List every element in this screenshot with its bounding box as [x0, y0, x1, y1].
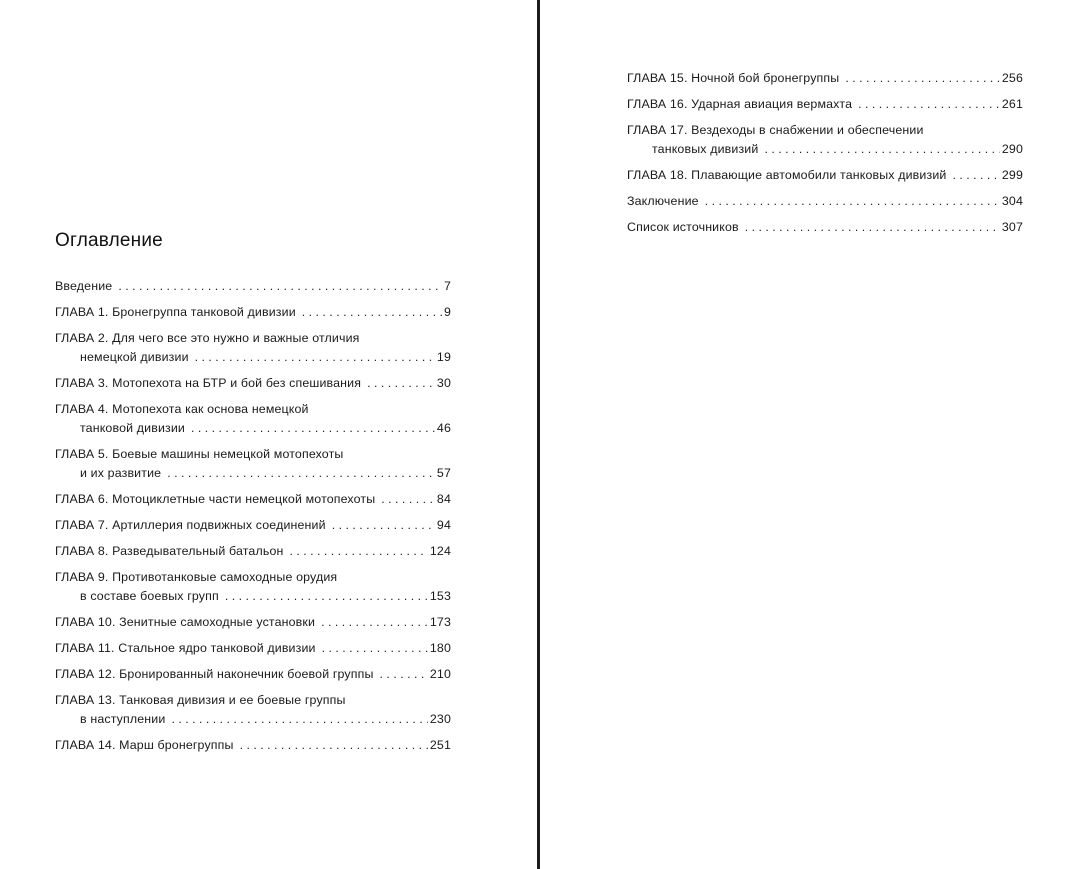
toc-entry-text: ГЛАВА 17. Вездеходы в снабжении и обеспечении	[627, 123, 924, 137]
toc-page-number: 251	[429, 738, 451, 752]
toc-entry-line	[55, 374, 451, 393]
toc-page-number: 7	[443, 279, 451, 293]
toc-entry-text: ГЛАВА 13. Танковая дивизия и ее боевые группы	[55, 693, 346, 707]
dot-leader	[367, 374, 435, 393]
dot-leader	[118, 277, 442, 296]
toc-entry-line	[55, 445, 451, 464]
toc-entry	[627, 121, 1023, 159]
toc-entry-line	[55, 542, 451, 561]
toc-entry-text: и их развитие	[80, 466, 162, 480]
toc-entry-line	[55, 464, 451, 483]
toc-entry-line	[55, 691, 451, 710]
toc-entry-text: ГЛАВА 16. Ударная авиация вермахта	[627, 97, 853, 111]
toc-page-number: 124	[429, 544, 451, 558]
toc-entry-line	[55, 516, 451, 535]
toc-entry-line	[627, 192, 1023, 211]
toc-entry-line	[627, 121, 1023, 140]
dot-leader	[845, 69, 1000, 88]
toc-entry-text: ГЛАВА 3. Мотопехота на БТР и бой без спешивания	[55, 376, 362, 390]
toc-entry-text: ГЛАВА 14. Марш бронегруппы	[55, 738, 234, 752]
dot-leader	[195, 348, 435, 367]
toc-entry-text: ГЛАВА 9. Противотанковые самоходные орудия	[55, 570, 338, 584]
toc-page-number: 290	[1001, 142, 1023, 156]
toc-entry-line	[55, 419, 451, 438]
dot-leader	[745, 218, 1000, 237]
toc-entry	[55, 374, 451, 393]
dot-leader	[225, 587, 428, 606]
dot-leader	[332, 516, 435, 535]
toc-entry-line	[627, 218, 1023, 237]
book-spine-divider	[537, 0, 540, 869]
toc-entry-text: Введение	[55, 279, 113, 293]
toc-entry-text: ГЛАВА 10. Зенитные самоходные установки	[55, 615, 316, 629]
dot-leader	[302, 303, 442, 322]
toc-entry	[627, 192, 1023, 211]
toc-entry-line	[627, 69, 1023, 88]
toc-entry-text: в составе боевых групп	[80, 589, 219, 603]
dot-leader	[952, 166, 999, 185]
toc-page-number: 153	[429, 589, 451, 603]
toc-page-number: 180	[429, 641, 451, 655]
toc-entry-line	[55, 348, 451, 367]
dot-leader	[289, 542, 427, 561]
toc-entry-text: ГЛАВА 2. Для чего все это нужно и важные отличия	[55, 331, 360, 345]
toc-entry	[55, 445, 451, 483]
toc-entry-line	[627, 95, 1023, 114]
toc-entry-text: ГЛАВА 4. Мотопехота как основа немецкой	[55, 402, 309, 416]
toc-entry	[55, 516, 451, 535]
toc-entry-text: ГЛАВА 1. Бронегруппа танковой дивизии	[55, 305, 296, 319]
toc-entry	[55, 691, 451, 729]
dot-leader	[322, 639, 428, 658]
left-page	[0, 0, 537, 869]
toc-entry	[627, 218, 1023, 237]
toc-entry-line	[627, 140, 1023, 159]
toc-entry-text: ГЛАВА 12. Бронированный наконечник боевой группы	[55, 667, 374, 681]
toc-entry	[55, 303, 451, 322]
toc-entry-text: ГЛАВА 18. Плавающие автомобили танковых дивизий	[627, 168, 947, 182]
dot-leader	[240, 736, 428, 755]
toc-entry	[55, 277, 451, 296]
toc-entry-line	[55, 639, 451, 658]
toc-entry	[55, 329, 451, 367]
toc-entry-line	[55, 400, 451, 419]
toc-page-number: 299	[1001, 168, 1023, 182]
toc-title: Оглавление	[55, 230, 163, 251]
toc-entry	[627, 166, 1023, 185]
toc-entry-text: Список источников	[627, 220, 739, 234]
toc-entry	[55, 613, 451, 632]
dot-leader	[171, 710, 427, 729]
toc-entry	[627, 95, 1023, 114]
toc-entry-text: ГЛАВА 15. Ночной бой бронегруппы	[627, 71, 840, 85]
toc-entry-text: в наступлении	[80, 712, 166, 726]
toc-page-number: 19	[436, 350, 451, 364]
toc-entry-text: Заключение	[627, 194, 699, 208]
toc-entry	[55, 639, 451, 658]
dot-leader	[321, 613, 428, 632]
dot-leader	[705, 192, 1000, 211]
dot-leader	[764, 140, 999, 159]
toc-page-number: 210	[429, 667, 451, 681]
toc-page-number: 57	[436, 466, 451, 480]
toc-entry	[55, 400, 451, 438]
toc-entry-text: ГЛАВА 7. Артиллерия подвижных соединений	[55, 518, 326, 532]
toc-entry-line	[55, 613, 451, 632]
toc-page-number: 84	[436, 492, 451, 506]
toc-list-left	[55, 277, 451, 762]
toc-entry-line	[55, 710, 451, 729]
toc-entry-text: немецкой дивизии	[80, 350, 189, 364]
toc-entry-line	[55, 329, 451, 348]
toc-page-number: 256	[1001, 71, 1023, 85]
toc-entry-text: ГЛАВА 11. Стальное ядро танковой дивизии	[55, 641, 316, 655]
dot-leader	[167, 464, 435, 483]
toc-entry-text: танковых дивизий	[652, 142, 759, 156]
right-page	[542, 0, 1080, 869]
toc-page-number: 304	[1001, 194, 1023, 208]
toc-list-right	[627, 69, 1023, 244]
dot-leader	[381, 490, 435, 509]
toc-entry-line	[55, 303, 451, 322]
toc-page-number: 30	[436, 376, 451, 390]
dot-leader	[380, 665, 428, 684]
toc-entry-text: ГЛАВА 5. Боевые машины немецкой мотопехоты	[55, 447, 344, 461]
dot-leader	[191, 419, 435, 438]
dot-leader	[858, 95, 1000, 114]
toc-entry-line	[55, 587, 451, 606]
toc-entry	[55, 542, 451, 561]
toc-entry-line	[627, 166, 1023, 185]
toc-entry	[55, 736, 451, 755]
toc-entry-line	[55, 277, 451, 296]
toc-entry	[55, 490, 451, 509]
toc-entry	[627, 69, 1023, 88]
toc-page-number: 173	[429, 615, 451, 629]
toc-entry	[55, 568, 451, 606]
toc-entry-text: ГЛАВА 6. Мотоциклетные части немецкой мотопехоты	[55, 492, 376, 506]
toc-page-number: 46	[436, 421, 451, 435]
toc-entry	[55, 665, 451, 684]
toc-page-number: 9	[443, 305, 451, 319]
toc-entry-line	[55, 736, 451, 755]
toc-entry-text: ГЛАВА 8. Разведывательный батальон	[55, 544, 284, 558]
toc-entry-line	[55, 568, 451, 587]
toc-entry-line	[55, 665, 451, 684]
toc-page-number: 261	[1001, 97, 1023, 111]
toc-page-number: 230	[429, 712, 451, 726]
toc-entry-line	[55, 490, 451, 509]
toc-page-number: 307	[1001, 220, 1023, 234]
toc-page-number: 94	[436, 518, 451, 532]
toc-entry-text: танковой дивизии	[80, 421, 185, 435]
